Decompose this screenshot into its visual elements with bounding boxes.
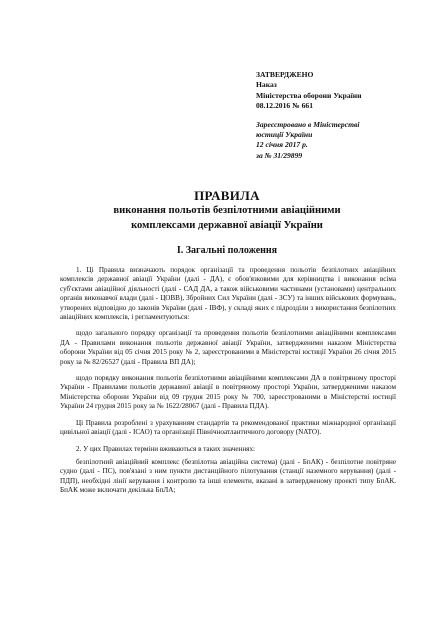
approved-label: ЗАТВЕРДЖЕНО: [256, 70, 314, 79]
paragraph: Ці Правила розроблені з урахуванням стандартів та рекомендованої практики міжнародної організації цивільної авіації (далі - ІСАО) та організації Північноатлантичного договору (NATO).: [60, 418, 396, 437]
paragraph: щодо порядку виконання польотів безпілотними авіаційними комплексами ДА в повітряному просторі України - Правилами польотів державної авіації в повітряному просторі України, затвердженими наказом Міністерства оборони України від 09 грудня 2015 року № 700, зареєстрованими в Міністерстві юстиції України 24 грудня 2015 року за № 1622/28067 (далі - Правила ПДА).: [60, 374, 396, 411]
section-heading: І. Загальні положення: [176, 245, 278, 256]
title-main: ПРАВИЛА: [194, 188, 260, 203]
registration-line-2: юстиції України: [256, 130, 313, 140]
paragraph: 2. У цих Правилах терміни вживаються в таких значеннях:: [76, 444, 256, 453]
registration-number: за № 31/29899: [256, 150, 303, 160]
paragraph: безпілотний авіаційний комплекс (безпілотна авіаційна система) (далі - БпАК) - безпілотне повітряне судно (далі - ПС), пов'язані з ним пункти дистанційного пілотування (станції наземного керування) (далі - ПДП), необхідні лінії керування і контролю та інші елементи, вказані в затвердженому проекті типу БпАК. БпАК може включати декілька БпЛА;: [60, 457, 396, 495]
title-line-2: виконання польотів безпілотними авіаційними: [113, 205, 341, 216]
document-title: [60, 188, 394, 232]
registration-date: 12 січня 2017 р.: [256, 140, 308, 150]
registration-line-1: Зареєстровано в Міністерстві: [256, 119, 360, 129]
approval-block: [256, 70, 431, 161]
paragraph: 1. Ці Правила визначають порядок організації та проведення польотів безпілотних авіаційних комплексів державної авіації України (далі - ДА), є обов'язковими для керівництва і виконання всіма суб'єктами авіаційної діяльності (далі - САД ДА, а також військовими частинами (установами) центральних органів виконавчої влади (далі - ЦОВВ), Збройних Сил України (далі - ЗСУ) та інших військових формувань, утворених відповідно до законів України (далі - ІВФ), у складі яких є підрозділи з використання безпілотних авіаційних комплексів, і регламентуються:: [60, 266, 396, 322]
order-label: Наказ: [256, 80, 277, 90]
registration-stamp: [256, 120, 431, 162]
title-line-3: комплексами державної авіації України: [131, 219, 323, 231]
order-date-number: 08.12.2016 № 661: [256, 101, 313, 111]
ministry-label: Міністерства оборони України: [256, 90, 362, 100]
paragraph: щодо загального порядку організації та проведення польотів безпілотними авіаційними комплексами ДА - Правилами виконання польотів державної авіації України, затвердженими наказом Міністерства оборони України від 05 січня 2015 року № 2, зареєстрованими в Міністерстві юстиції України 26 січня 2015 року за № 82/26527 (далі - Правила ВП ДА);: [60, 329, 396, 366]
document-body: [60, 266, 396, 503]
